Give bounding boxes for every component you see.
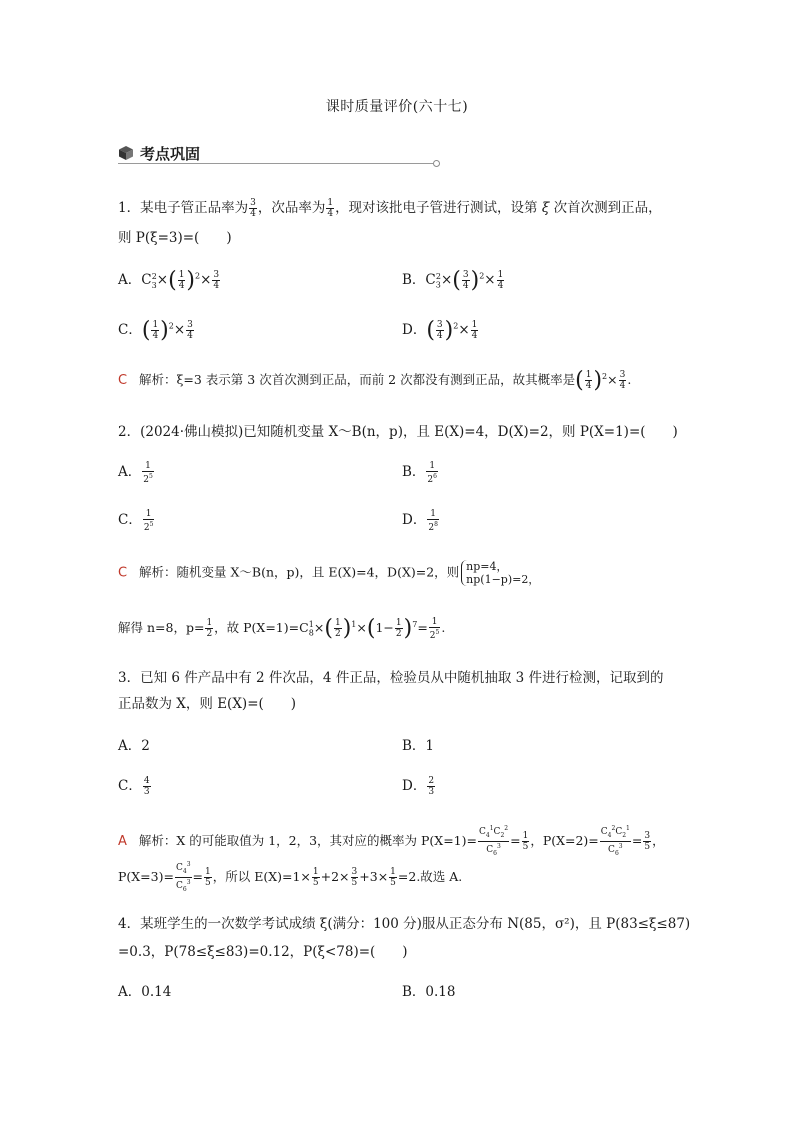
- q1-explanation: C 解析：ξ=3 表示第 3 次首次测到正品，而前 2 次都没有测到正品，故其概率是( $\frac{1}{4}$ )$^2$× $\frac{3}{4}$ .: [118, 368, 632, 393]
- q4-option-b: B．0.18: [402, 984, 456, 1000]
- q4-stem: 4．某班学生的一次数学考试成绩 ξ(满分：100 分)服从正态分布 N(85，σ²)，且 P(83≤ξ≤87): [118, 916, 691, 932]
- q3-option-d: D． $\frac{2}{3}$: [402, 776, 435, 797]
- q2-explanation-line2: 解得 n=8，p= $\frac{1}{2}$ ，故 $P(X=1)=C_8^1\times$( $\frac{1}{2}$ )$^1$×(1− $\frac{1}{2}$ )$^7$= $\frac{1}{2^5}$ .: [118, 616, 446, 641]
- q1-answer: C: [118, 373, 128, 388]
- q2-explanation: C 解析：随机变量 X～B(n，p)，且 E(X)=4，D(X)=2，则 np=4， np(1−p)=2，: [118, 560, 540, 586]
- q2-option-d: D． $\frac{1}{2^8}$: [402, 508, 438, 533]
- q4-option-a: A．0.14: [118, 984, 172, 1000]
- q1-stem-line2: 则 P(ξ=3)=( ): [118, 230, 232, 246]
- q1-stem: 1．某电子管正品率为 $\frac{3}{4}$ ，次品率为 $\frac{1}{4}$ ，现对该批电子管进行测试，设第 ξ 次首次测到正品，: [118, 198, 662, 219]
- section-divider-dot: [433, 160, 440, 167]
- section-header: [118, 143, 440, 169]
- q1-option-b: B．$C_3^2\times$( $\frac{3}{4}$ )$^2$× $\frac{1}{4}$: [402, 268, 504, 293]
- cube-icon: [118, 145, 134, 161]
- q2-stem: 2．(2024·佛山模拟)已知随机变量 X～B(n，p)，且 E(X)=4，D(X)=2，则 P(X=1)=( ): [118, 424, 678, 440]
- q2-option-c: C． $\frac{1}{2^5}$: [118, 508, 154, 533]
- q3-option-a: A．2: [118, 738, 150, 754]
- section-label: 考点巩固: [140, 145, 201, 163]
- q3-explanation: A 解析：X 的可能取值为 1，2，3，其对应的概率为 P(X=1)= $\frac{C_4^1C_2^2}{C_6^3}$ = $\frac{1}{5}$ ，P(X=2)= $\frac{C_4^2C_2^1}{C_6^3}$ = $\frac{3}{5}$ ，: [118, 825, 665, 857]
- section-divider: [118, 163, 433, 164]
- q2-option-b: B． $\frac{1}{2^6}$: [402, 460, 437, 485]
- q3-stem-line2: 正品数为 X，则 E(X)=( ): [118, 696, 297, 712]
- q1-option-d: D．( $\frac{3}{4}$ )$^2$× $\frac{1}{4}$: [402, 318, 478, 343]
- q2-answer: C: [118, 565, 128, 581]
- q3-explanation-line2: P(X=3)= $\frac{C_4^3}{C_6^3}$ = $\frac{1}{5}$ ，所以 E(X)=1× $\frac{1}{5}$ +2× $\frac{3}{5}$ +3× $\frac{1}{5}$ =2.故选 A.: [118, 861, 463, 893]
- q2-option-a: A． $\frac{1}{2^5}$: [118, 460, 153, 485]
- q4-stem-line2: =0.3，P(78≤ξ≤83)=0.12，P(ξ<78)=( ): [118, 944, 408, 960]
- q3-answer: A: [118, 833, 127, 849]
- q1-option-a: A．$C_3^2\times$( $\frac{1}{4}$ )$^2$× $\frac{3}{4}$: [118, 268, 220, 293]
- q3-option-c: C． $\frac{4}{3}$: [118, 776, 150, 797]
- page-title: 课时质量评价(六十七): [325, 99, 469, 115]
- q1-option-c: C．( $\frac{1}{4}$ )$^2$× $\frac{3}{4}$: [118, 318, 193, 343]
- q3-stem: 3．已知 6 件产品中有 2 件次品，4 件正品，检验员从中随机抽取 3 件进行检测，记取到的: [118, 670, 664, 686]
- q3-option-b: B．1: [402, 738, 435, 754]
